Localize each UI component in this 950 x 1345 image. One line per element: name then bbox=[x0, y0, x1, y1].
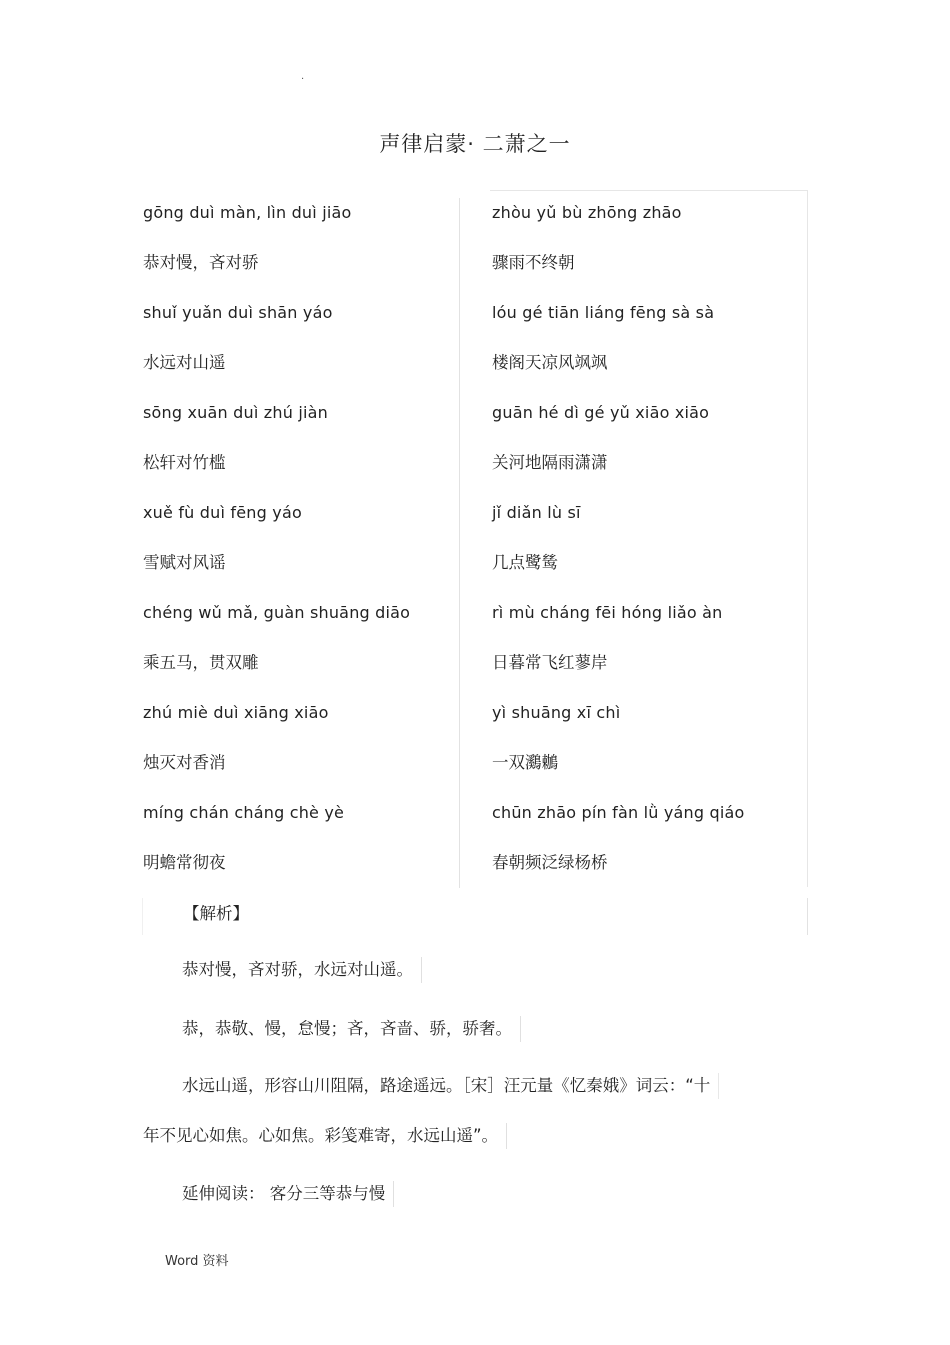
hanzi-line: 明蟾常彻夜 bbox=[143, 853, 226, 872]
hanzi-line: 一双鸂鶒 bbox=[492, 753, 558, 772]
pinyin-line: rì mù cháng fēi hóng liǎo àn bbox=[492, 603, 723, 622]
analysis-paragraph-3-line-2: 年不见心如焦。心如焦。彩笺难寄，水远山遥”。 bbox=[143, 1123, 507, 1149]
pinyin-line: gōng duì màn, lìn duì jiāo bbox=[143, 203, 352, 222]
pinyin-line: zhòu yǔ bù zhōng zhāo bbox=[492, 203, 682, 222]
hanzi-line: 日暮常飞红蓼岸 bbox=[492, 653, 608, 672]
pinyin-line: yì shuāng xī chì bbox=[492, 703, 621, 722]
pinyin-line: xuě fù duì fēng yáo bbox=[143, 503, 302, 522]
pinyin-line: lóu gé tiān liáng fēng sà sà bbox=[492, 303, 715, 322]
extended-reading: 延伸阅读： 客分三等恭与慢 bbox=[182, 1181, 394, 1207]
page-title: 声律启蒙· 二萧之一 bbox=[379, 132, 571, 156]
pinyin-line: shuǐ yuǎn duì shān yáo bbox=[143, 303, 333, 322]
hanzi-line: 楼阁天凉风飒飒 bbox=[492, 353, 608, 372]
pinyin-line: guān hé dì gé yǔ xiāo xiāo bbox=[492, 403, 710, 422]
analysis-paragraph-2: 恭，恭敬、慢，怠慢；吝，吝啬、骄，骄奢。 bbox=[182, 1016, 521, 1042]
hanzi-line: 水远对山遥 bbox=[143, 353, 226, 372]
hanzi-line: 几点鹭鸶 bbox=[492, 553, 558, 572]
pinyin-line: chūn zhāo pín fàn lǜ yáng qiáo bbox=[492, 803, 745, 822]
pinyin-line: jǐ diǎn lù sī bbox=[492, 503, 581, 522]
hanzi-line: 雪赋对风谣 bbox=[143, 553, 226, 572]
hanzi-line: 恭对慢，吝对骄 bbox=[143, 253, 259, 272]
pinyin-line: zhú miè duì xiāng xiāo bbox=[143, 703, 329, 722]
hanzi-line: 春朝频泛绿杨桥 bbox=[492, 853, 608, 872]
analysis-paragraph-1: 恭对慢，吝对骄，水远对山遥。 bbox=[182, 957, 422, 983]
hanzi-line: 烛灭对香消 bbox=[143, 753, 226, 772]
right-column bbox=[492, 198, 806, 898]
page-dot: · bbox=[301, 74, 305, 85]
pinyin-line: chéng wǔ mǎ, guàn shuāng diāo bbox=[143, 603, 411, 622]
analysis-paragraph-3-line-1: 水远山遥，形容山川阻隔，路途遥远。［宋］汪元量《忆秦娥》词云：“十 bbox=[182, 1073, 719, 1099]
hanzi-line: 松轩对竹槛 bbox=[143, 453, 226, 472]
analysis-heading: 【解析】 bbox=[183, 904, 249, 923]
left-column bbox=[143, 198, 460, 888]
pinyin-line: sōng xuān duì zhú jiàn bbox=[143, 403, 328, 422]
footer-label: Word 资料 bbox=[165, 1254, 229, 1269]
hanzi-line: 关河地隔雨潇潇 bbox=[492, 453, 608, 472]
hanzi-line: 乘五马，贯双雕 bbox=[143, 653, 259, 672]
hanzi-line: 骤雨不终朝 bbox=[492, 253, 575, 272]
pinyin-line: míng chán cháng chè yè bbox=[143, 803, 345, 822]
